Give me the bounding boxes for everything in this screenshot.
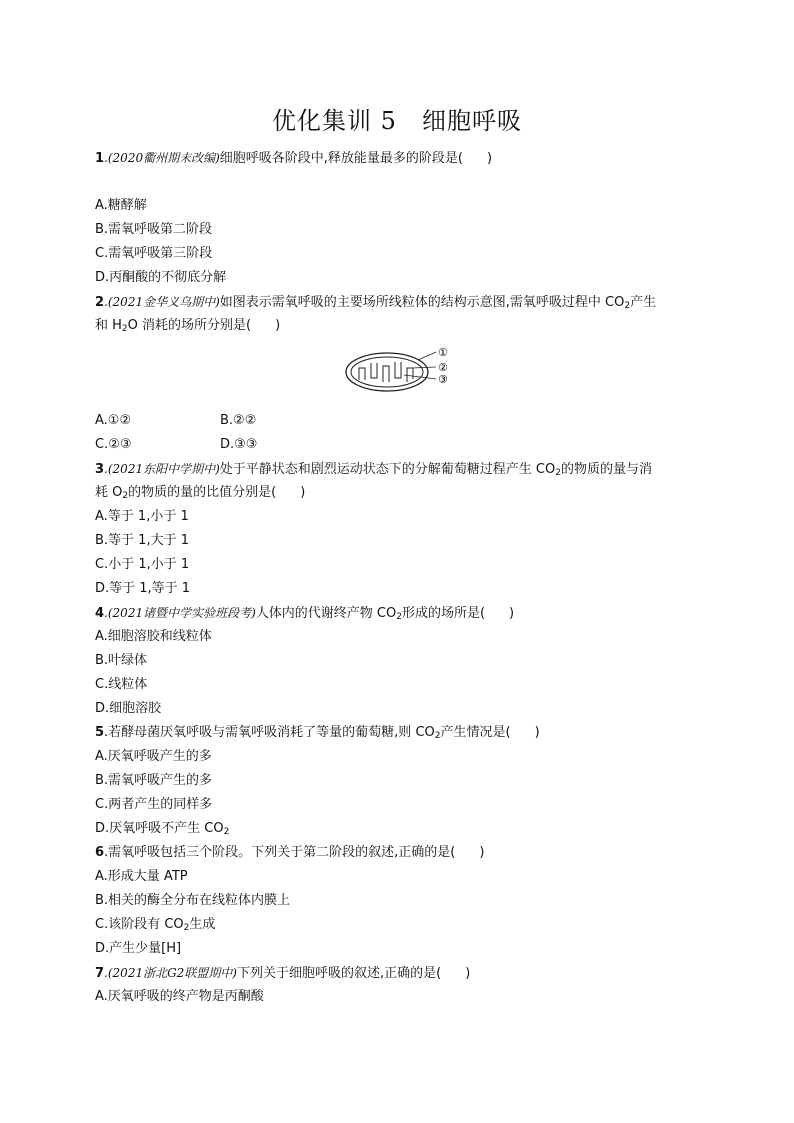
question-1-stem [95,148,492,169]
question-number: 7 [95,966,105,981]
question-number: 1 [95,151,105,166]
question-5-option-a[interactable]: A.厌氧呼吸产生的多 [95,749,212,764]
outer-membrane [346,353,428,391]
question-5-stem [95,723,540,743]
question-source: .(2021金华义乌期中) [104,295,220,309]
question-6-option-b[interactable]: B.相关的酶全分布在线粒体内膜上 [95,893,291,908]
question-2-option-b[interactable]: B.②② [220,413,257,428]
subscript: 2 [121,324,128,334]
page-title: 优化集训 5 细胞呼吸 [272,107,522,135]
subscript: 2 [555,468,561,478]
answer-bracket-close: ) [275,318,281,333]
question-4-option-c[interactable]: C.线粒体 [95,677,148,692]
question-7-option-a[interactable]: A.厌氧呼吸的终产物是丙酮酸 [95,989,264,1004]
question-number: 3 [95,462,105,477]
question-source: .(2020衢州期末改编) [104,151,220,165]
answer-bracket-close: ) [465,966,471,981]
question-text: .需氧呼吸包括三个阶段。下列关于第二阶段的叙述,正确的是( [104,845,456,860]
question-3-option-b[interactable]: B.等于 1,大于 1 [95,533,189,548]
question-3-option-c[interactable]: C.小于 1,小于 1 [95,557,190,572]
option-text: D.厌氧呼吸不产生 CO [95,821,224,836]
subscript: 2 [223,827,230,837]
answer-bracket-close: ) [534,725,540,740]
question-5-option-d[interactable] [95,819,229,839]
question-text: O 消耗的场所分别是( [127,318,252,333]
question-6-option-d[interactable]: D.产生少量[H] [95,941,182,956]
question-text: 的物质的量与消 [560,462,652,477]
question-4-option-b[interactable]: B.叶绿体 [95,653,148,668]
question-4-stem [95,603,514,624]
question-3-stem [95,459,652,480]
question-text: 人体内的代谢终产物 CO [255,606,397,621]
question-source: .(2021浙北G2联盟期中) [104,966,237,980]
label-1: ① [438,346,448,359]
question-7-stem [95,963,470,984]
answer-bracket-close: ) [509,606,515,621]
question-text: 的物质的量的比值分别是( [128,485,277,500]
subscript: 2 [122,491,129,501]
question-4-option-a[interactable]: A.细胞溶胶和线粒体 [95,629,212,644]
question-text: 产生 [630,295,657,310]
question-text: 形成的场所是( [401,606,486,621]
question-number: 5 [95,725,105,740]
question-4-option-d[interactable]: D.细胞溶胶 [95,701,162,716]
question-6-stem [95,843,484,863]
question-text: 产生情况是( [440,725,511,740]
subscript: 2 [624,301,631,311]
question-text: 下列关于细胞呼吸的叙述,正确的是( [237,966,442,981]
option-text: C.该阶段有 CO [95,917,184,932]
question-2-option-d[interactable]: D.③③ [220,437,258,452]
question-2-option-c[interactable]: C.②③ [95,437,132,452]
subscript: 2 [434,731,441,741]
question-2-stem [95,292,656,313]
question-text: 耗 O [95,485,123,500]
question-5-option-b[interactable]: B.需氧呼吸产生的多 [95,773,213,788]
question-3-option-a[interactable]: A.等于 1,小于 1 [95,509,189,524]
question-1-option-b[interactable]: B.需氧呼吸第二阶段 [95,222,213,237]
question-6-option-c[interactable] [95,915,215,935]
question-3-option-d[interactable]: D.等于 1,等于 1 [95,581,191,596]
subscript: 2 [396,612,402,622]
leader-line-1 [418,352,436,360]
label-3: ③ [438,373,448,386]
leader-line-2 [412,367,436,368]
question-5-option-c[interactable]: C.两者产生的同样多 [95,797,213,812]
question-text: 如图表示需氧呼吸的主要场所线粒体的结构示意图,需氧呼吸过程中 CO [219,295,625,310]
question-source: .(2021东阳中学期中) [104,462,220,476]
question-1-option-c[interactable]: C.需氧呼吸第三阶段 [95,246,213,261]
mitochondrion-diagram [342,342,454,398]
question-3-stem-line2 [95,483,305,503]
question-text: 处于平静状态和剧烈运动状态下的分解葡萄糖过程产生 CO [219,462,556,477]
question-2-stem-line2 [95,316,280,336]
cristae [359,362,413,382]
inner-membrane [351,357,423,387]
answer-bracket-close: ) [479,845,485,860]
question-text: 细胞呼吸各阶段中,释放能量最多的阶段是( [219,151,463,166]
question-number: 2 [95,295,105,310]
label-2: ② [438,361,448,374]
question-1-option-a[interactable]: A.糖酵解 [95,198,147,213]
question-6-option-a[interactable]: A.形成大量 ATP [95,869,188,884]
question-text: 和 H [95,318,122,333]
subscript: 2 [183,923,190,933]
answer-bracket-close: ) [486,151,493,166]
question-number: 4 [95,606,105,621]
option-text: 生成 [189,917,216,932]
question-source: .(2021诸暨中学实验班段考) [104,606,256,620]
question-number: 6 [95,845,105,860]
question-2-option-a[interactable]: A.①② [95,413,132,428]
answer-bracket-close: ) [300,485,306,500]
question-1-option-d[interactable]: D.丙酮酸的不彻底分解 [95,270,227,285]
question-text: .若酵母菌厌氧呼吸与需氧呼吸消耗了等量的葡萄糖,则 CO [104,725,435,740]
